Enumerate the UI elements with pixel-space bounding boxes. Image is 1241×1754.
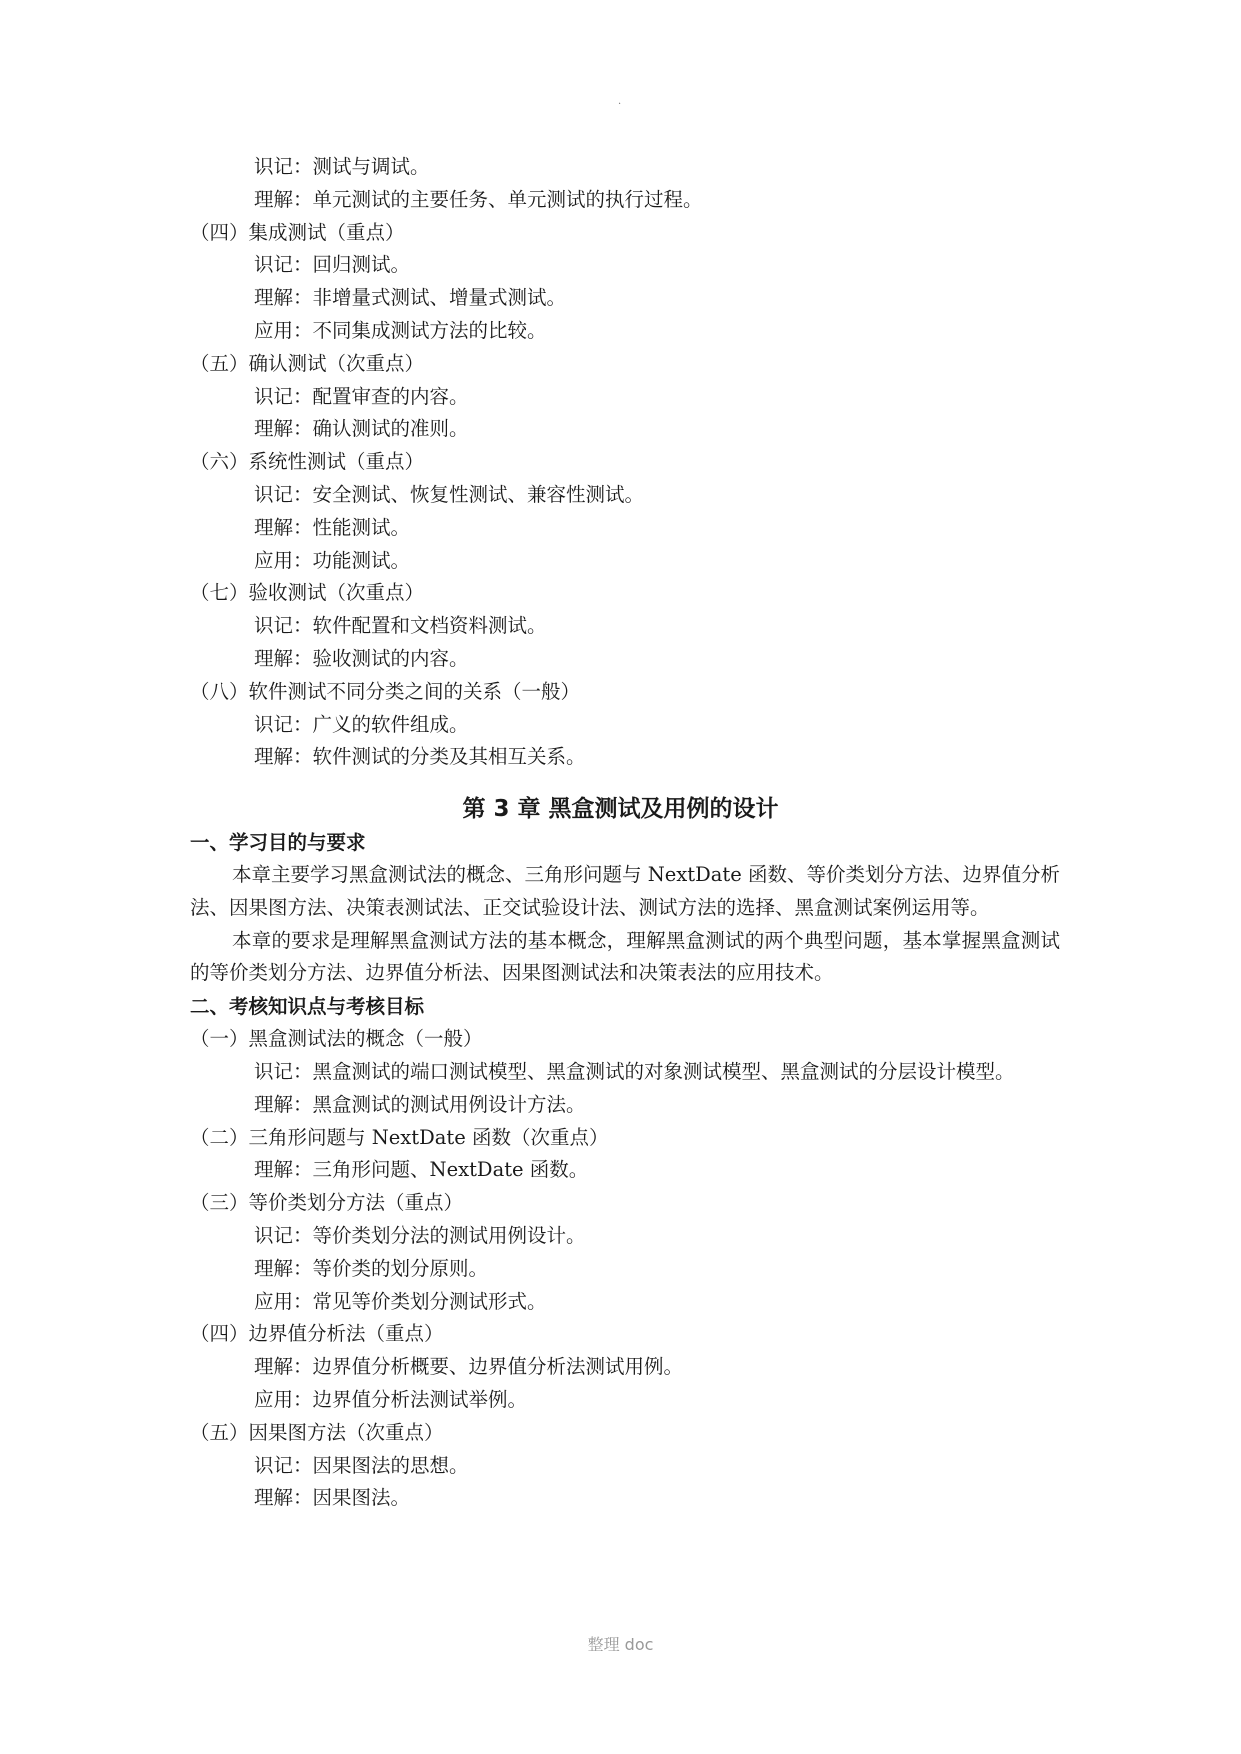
outline-subitem: 识记：广义的软件组成。 <box>254 712 469 736</box>
outline-subitem: 理解：非增量式测试、增量式测试。 <box>254 286 567 310</box>
page-footer: 整理 doc <box>587 1635 654 1654</box>
outline-subitem: 理解：性能测试。 <box>254 515 411 539</box>
outline-subitem: 理解：边界值分析概要、边界值分析法测试用例。 <box>254 1355 684 1379</box>
outline-subitem: 应用：常见等价类划分测试形式。 <box>254 1289 547 1313</box>
outline-list <box>190 1122 1060 1516</box>
paragraph: 本章主要学习黑盒测试法的概念、三角形问题与 NextDate 函数、等价类划分方法、边界值分析法、因果图方法、决策表测试法、正交试验设计法、测试方法的选择、黑盒测试案例运用等。 <box>190 863 1060 919</box>
outline-item: （五）确认测试（次重点） <box>190 351 425 375</box>
previous-chapter-outline <box>190 151 1060 774</box>
outline-subitem: 识记：回归测试。 <box>254 253 411 277</box>
outline-subitem: 识记：配置审查的内容。 <box>254 384 469 408</box>
outline-item: （二）三角形问题与 NextDate 函数（次重点） <box>190 1125 609 1149</box>
outline-subitem: 应用：功能测试。 <box>254 548 411 572</box>
outline-subitem: 理解：三角形问题、NextDate 函数。 <box>254 1158 589 1182</box>
outline-item: （四）边界值分析法（重点） <box>190 1322 444 1346</box>
chapter-title: 第 3 章 黑盒测试及用例的设计 <box>462 796 779 822</box>
outline-subitem: 识记：因果图法的思想。 <box>254 1453 469 1477</box>
outline-subitem: 识记：测试与调试。 <box>254 155 430 178</box>
outline-subitem: 理解：等价类的划分原则。 <box>254 1256 489 1280</box>
paragraph: 本章的要求是理解黑盒测试方法的基本概念，理解黑盒测试的两个典型问题，基本掌握黑盒测试的等价类划分方法、边界值分析法、因果图测试法和决策表法的应用技术。 <box>190 928 1060 985</box>
outline-item: （八）软件测试不同分类之间的关系（一般） <box>190 679 581 703</box>
section-heading-assessment: 二、考核知识点与考核目标 <box>190 995 425 1019</box>
outline-subitem: 理解：验收测试的内容。 <box>254 646 469 670</box>
outline-subitem: 理解：确认测试的准则。 <box>254 417 469 441</box>
outline-subitem: 应用：不同集成测试方法的比较。 <box>254 318 547 342</box>
outline-subitem: 理解：黑盒测试的测试用例设计方法。 <box>254 1092 586 1116</box>
outline-subitem: 识记：黑盒测试的端口测试模型、黑盒测试的对象测试模型、黑盒测试的分层设计模型。 <box>254 1059 1015 1083</box>
outline-subitem: 识记：软件配置和文档资料测试。 <box>254 614 547 638</box>
outline-subitem: 理解：因果图法。 <box>254 1486 411 1510</box>
outline-item: （一）黑盒测试法的概念（一般） <box>190 1027 483 1051</box>
outline-item: （三）等价类划分方法（重点） <box>190 1191 464 1215</box>
outline-subitem: 理解：单元测试的主要任务、单元测试的执行过程。 <box>254 187 703 211</box>
outline-subitem: 理解：软件测试的分类及其相互关系。 <box>254 745 586 769</box>
section-heading-objectives: 一、学习目的与要求 <box>190 831 366 854</box>
outline-subitem: 应用：边界值分析法测试举例。 <box>254 1387 528 1411</box>
outline-subitem: 识记：等价类划分法的测试用例设计。 <box>254 1223 586 1247</box>
outline-item: （五）因果图方法（次重点） <box>190 1420 444 1444</box>
outline-item: （七）验收测试（次重点） <box>190 581 425 605</box>
outline-item: （六）系统性测试（重点） <box>190 450 425 474</box>
outline-subitem: 识记：安全测试、恢复性测试、兼容性测试。 <box>254 482 645 506</box>
outline-item: （四）集成测试（重点） <box>190 220 405 244</box>
chapter-body <box>190 826 1060 1515</box>
header-mark: . <box>618 96 622 107</box>
